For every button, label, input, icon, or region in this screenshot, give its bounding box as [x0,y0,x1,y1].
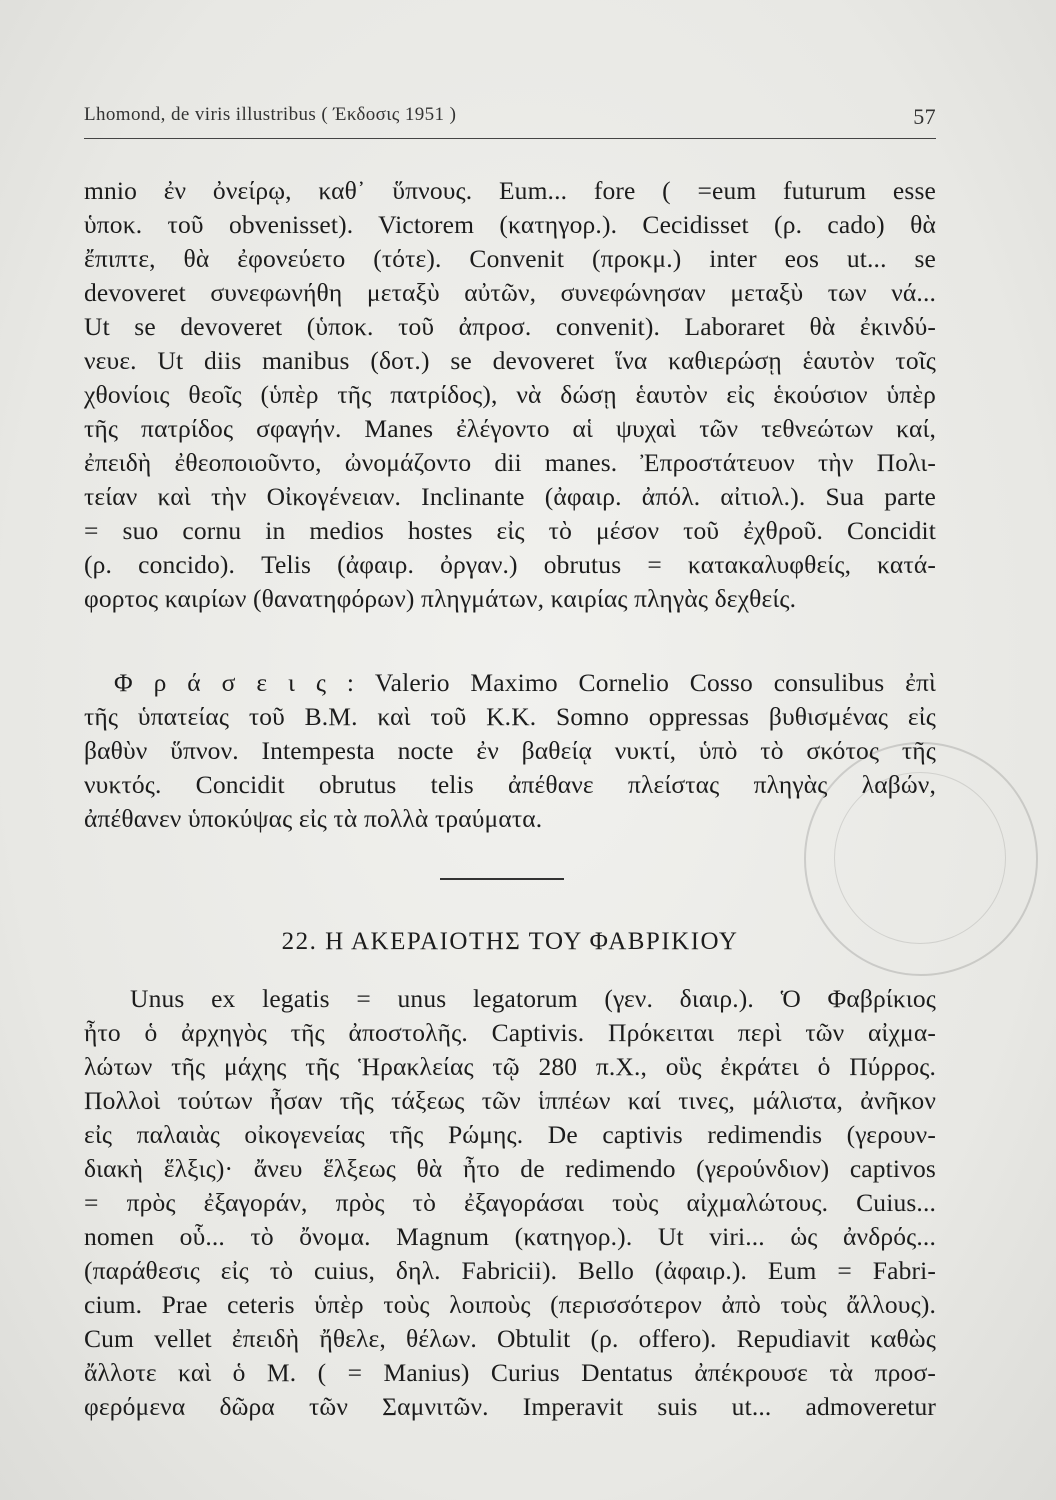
text-line: ὑποκ. τοῦ obvenisset). Victorem (κατηγορ.). Cecidisset (ρ. cado) θὰ [84,210,936,239]
section-heading: 22. Η ΑΚΕΡΑΙΟΤΗΣ ΤΟΥ ΦΑΒΡΙΚΙΟΥ [281,928,739,955]
text-line: Unus ex legatis = unus legatorum (γεν. διαιρ.). Ὁ Φαβρίκιος [130,984,936,1013]
text-line: εἰς παλαιὰς οἰκογενείας τῆς Ρώμης. De captivis redimendis (γερουν- [84,1120,936,1149]
text-line: τῆς πατρίδος σφαγήν. Manes ἐλέγοντο αἱ ψυχαὶ τῶν τεθνεώτων καί, [84,414,936,443]
text-line: Πολλοὶ τούτων ἦσαν τῆς τάξεως τῶν ἱππέων καί τινες, μάλιστα, ἀνῆκον [84,1086,936,1115]
text-line: = πρὸς ἐξαγοράν, πρὸς τὸ ἐξαγοράσαι τοὺς αἰχμαλώτους. Cuius... [84,1188,936,1217]
section-divider [440,878,564,880]
running-title: Lhomond, de viris illustribus ( Έκδοσις 1951 ) [84,104,457,125]
text-line: Cum vellet ἐπειδὴ ἤθελε, θέλων. Obtulit (ρ. offero). Repudiavit καθὼς [84,1324,936,1353]
text-line: τείαν καὶ τὴν Οἰκογένειαν. Inclinante (ἀφαιρ. ἀπόλ. αἰτιολ.). Sua parte [84,482,936,511]
text-line: ἄλλοτε καὶ ὁ Μ. ( = Manius) Curius Dentatus ἀπέκρουσε τὰ προσ- [84,1358,936,1387]
text-line: φορτος καιρίων (θανατηφόρων) πληγμάτων, καιρίας πληγὰς δεχθείς. [84,584,797,613]
header-rule [84,138,936,139]
text-line: νευε. Ut diis manibus (δοτ.) se devoveret ἵνα καθιερώσῃ ἑαυτὸν τοῖς [84,346,936,375]
text-line: διακὴ ἕλξις)· ἄνευ ἕλξεως θὰ ἦτο de redimendo (γερούνδιον) captivos [84,1154,936,1183]
text-line: devoveret συνεφωνήθη μεταξὺ αὐτῶν, συνεφώνησαν μεταξὺ των νά... [84,278,936,307]
text-line: ἦτο ὁ ἀρχηγὸς τῆς ἀποστολῆς. Captivis. Πρόκειται περὶ τῶν αἰχμα- [84,1018,936,1047]
phrases-line: νυκτός. Concidit obrutus telis ἀπέθανε πλείστας πληγὰς λαβών, [84,770,936,799]
text-line: ἐπειδὴ ἐθεοποιοῦντο, ὠνομάζοντο dii manes. Ἐπροστάτευον τὴν Πολι- [84,448,936,477]
phrases-line: τῆς ὑπατείας τοῦ Β.Μ. καὶ τοῦ Κ.Κ. Somno oppressas βυθισμένας εἰς [84,702,936,731]
text-line: = suo cornu in medios hostes εἰς τὸ μέσον τοῦ ἐχθροῦ. Concidit [84,516,936,545]
library-stamp-inner-ring [834,772,1006,944]
text-line: mnio ἐν ὀνείρῳ, καθ᾽ ὕπνους. Eum... fore ( =eum futurum esse [84,176,936,205]
phrases-line: ἀπέθανεν ὑποκύψας εἰς τὰ πολλὰ τραύματα. [84,804,543,833]
text-line: cium. Prae ceteris ὑπὲρ τοὺς λοιποὺς (περισσότερον ἀπὸ τοὺς ἄλλους). [84,1290,936,1319]
text-line: χθονίοις θεοῖς (ὑπὲρ τῆς πατρίδος), νὰ δώσῃ ἑαυτὸν εἰς ἑκούσιον ὑπὲρ [84,380,936,409]
text-line: ἔπιπτε, θὰ ἐφονεύετο (τότε). Convenit (προκμ.) inter eos ut... se [84,244,936,273]
text-line: (ρ. concido). Telis (ἀφαιρ. ὀργαν.) obrutus = κατακαλυφθείς, κατά- [84,550,936,579]
text-line: Ut se devoveret (ὑποκ. τοῦ ἀπροσ. convenit). Laboraret θὰ ἐκινδύ- [84,312,936,341]
text-line: φερόμενα δῶρα τῶν Σαμνιτῶν. Imperavit suis ut... admoveretur [84,1392,936,1421]
text-line: (παράθεσις εἰς τὸ cuius, δηλ. Fabricii). Bello (ἀφαιρ.). Eum = Fabri- [84,1256,936,1285]
text-line: nomen οὗ... τὸ ὄνομα. Magnum (κατηγορ.). Ut viri... ὡς ἀνδρός... [84,1222,936,1251]
phrases-line: Φ ρ ά σ ε ι ς : Valerio Maximo Cornelio Cosso consulibus ἐπὶ [114,668,936,697]
page-number: 57 [913,104,936,129]
library-stamp [804,742,1038,976]
phrases-line: βαθὺν ὕπνον. Intempesta nocte ἐν βαθείᾳ νυκτί, ὑπὸ τὸ σκότος τῆς [84,736,936,765]
page-header [84,100,936,134]
text-line: λώτων τῆς μάχης τῆς Ἡρακλείας τῷ 280 π.Χ., οὓς ἐκράτει ὁ Πύρρος. [84,1052,936,1081]
